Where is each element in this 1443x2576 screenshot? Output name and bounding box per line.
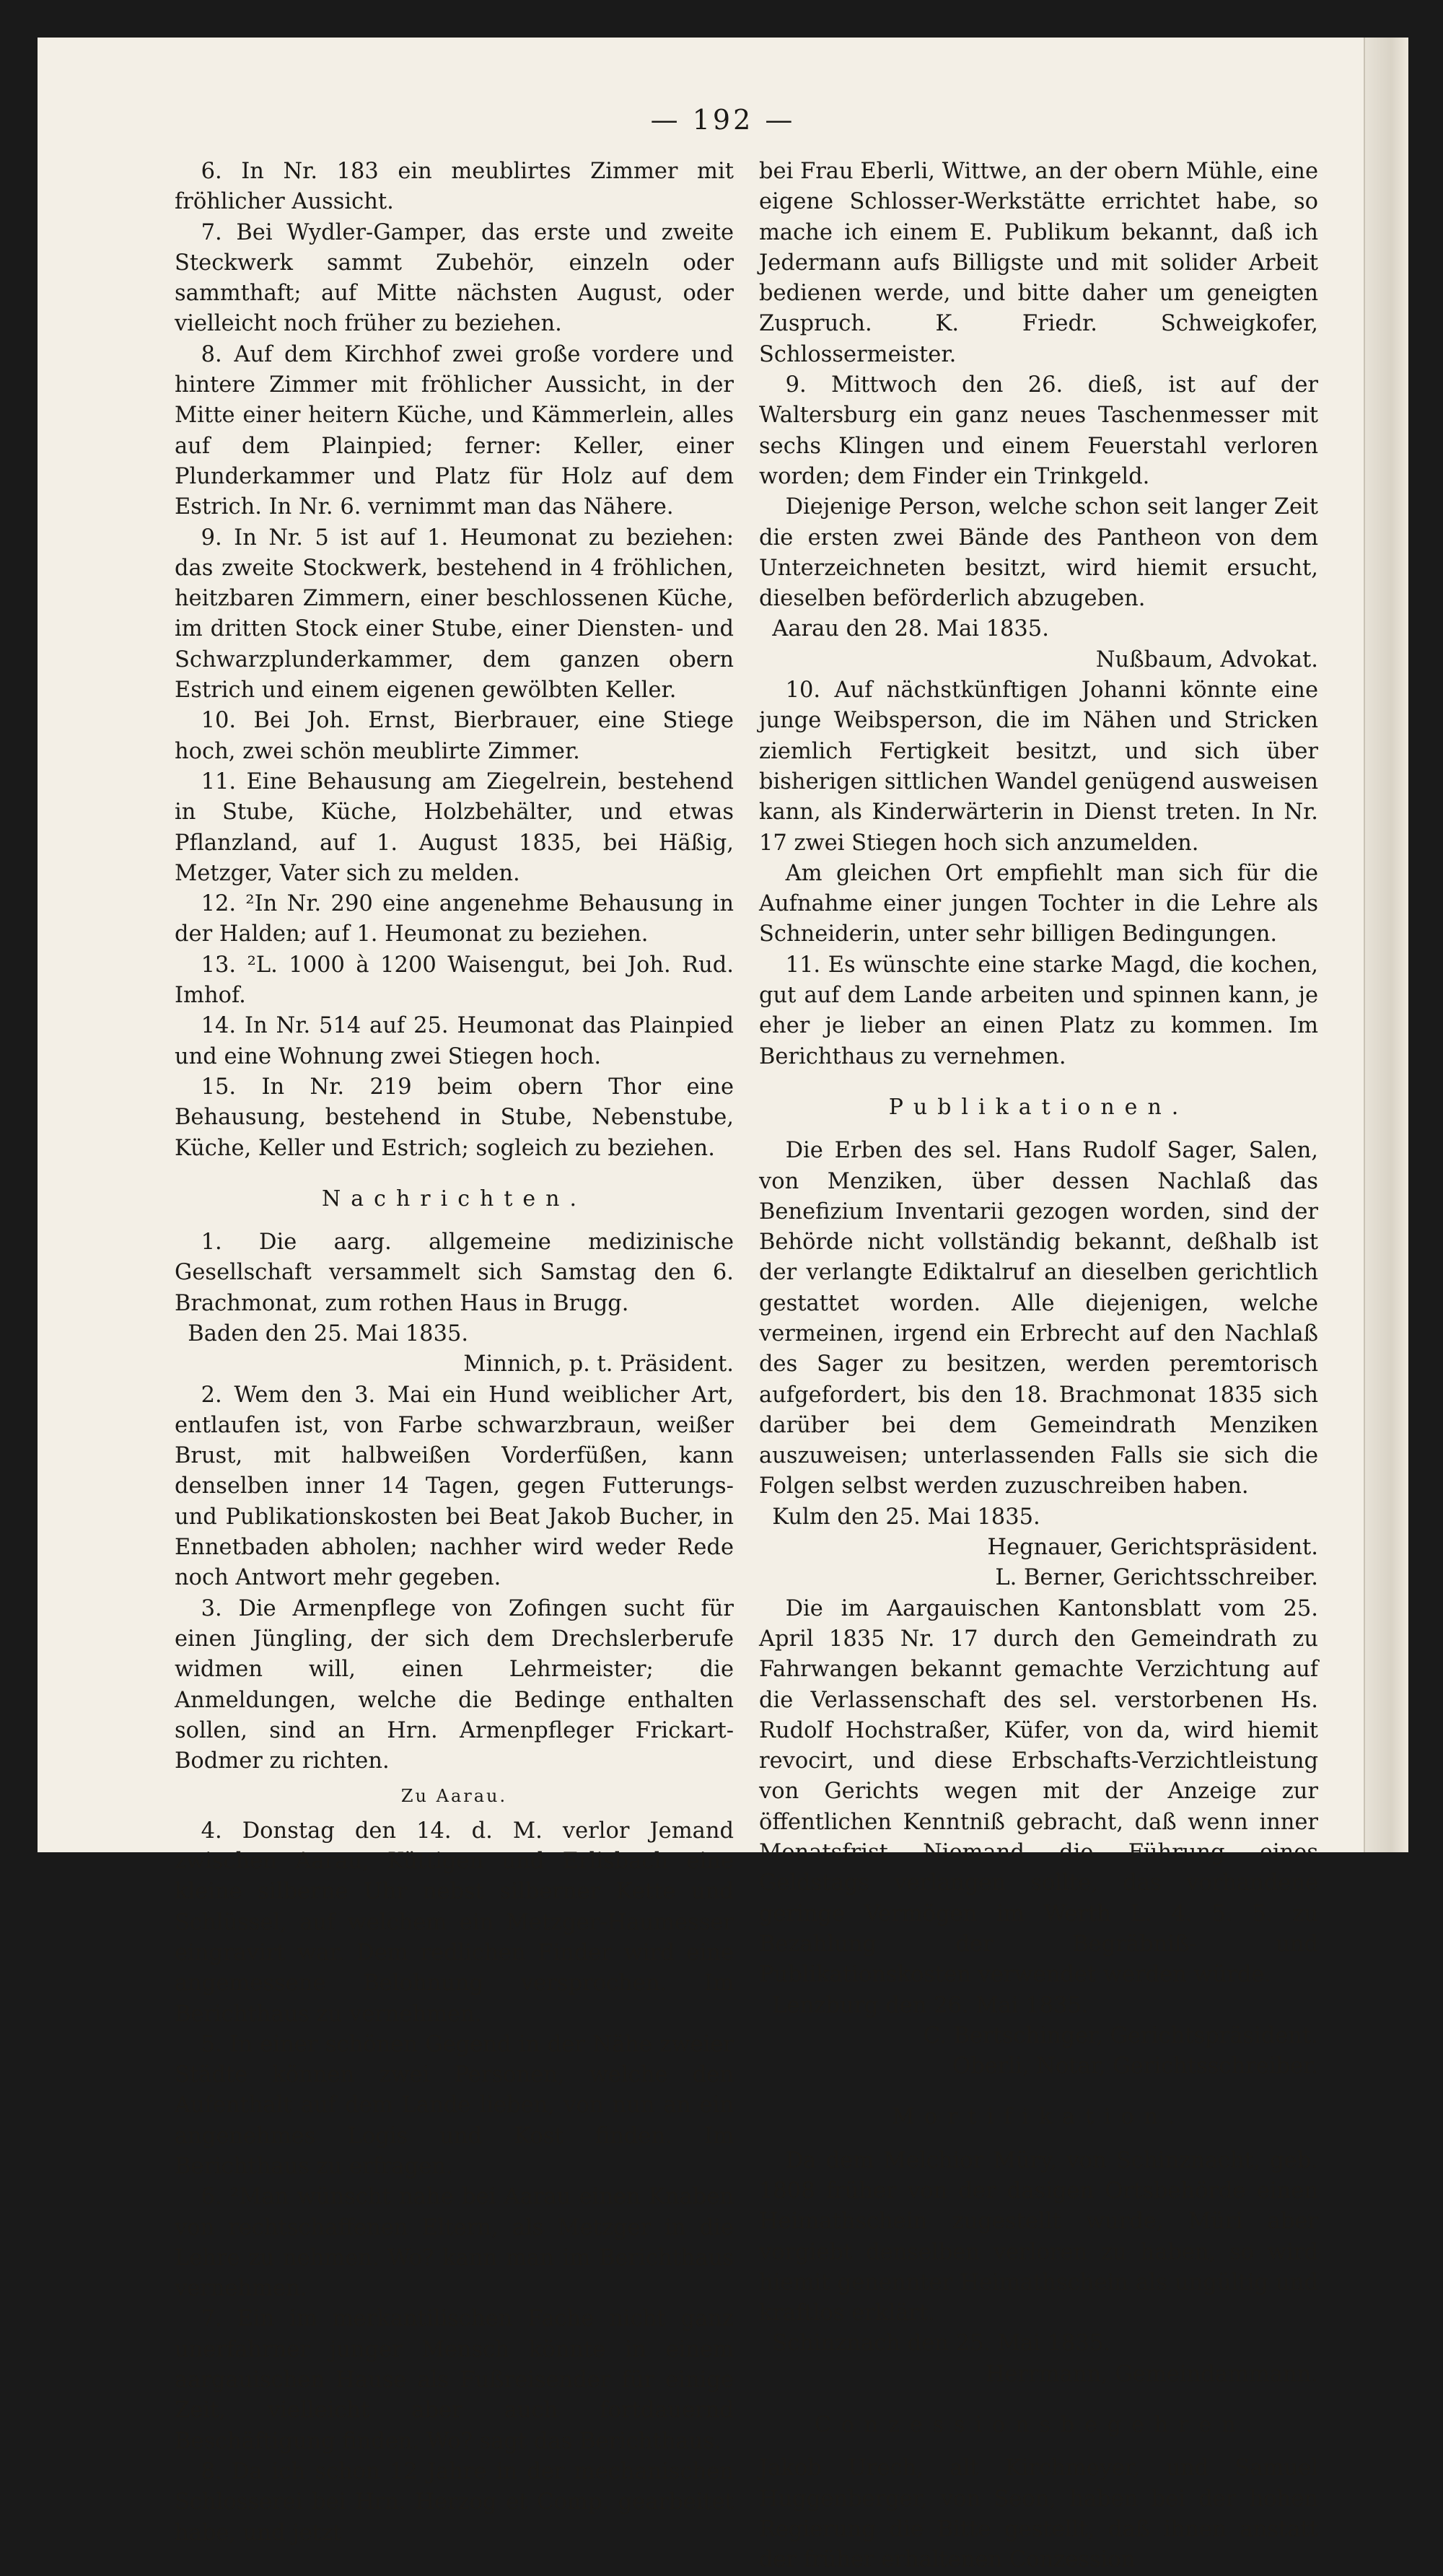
notice-5: 5. In einer schönen Gegend in der Nähe zweier Städte können zwei Personen, welche den Aufenthalt auf dem Lande lieben, von nun an ein angenehmes Logis und Kost finden. Im Berichthaus zu erfragen. <box>175 2031 734 2179</box>
listing-10: 10. Bei Joh. Ernst, Bierbrauer, eine Stiege hoch, zwei schön meublirte Zimmer. <box>175 708 734 764</box>
listing-15: 15. In Nr. 219 beim obern Thor eine Behausung, bestehend in Stube, Nebenstube, Küche, Keller und Estrich; sogleich zu beziehen. <box>175 1074 734 1161</box>
notice-6: 6. ²Man wünscht nahe bei Aarau einen Knaben von rechtschaffenen Eltern, als Metzger in die Lehre zu nehmen. Wo? kann man im Berichthaus vernehmen. <box>175 2184 734 2302</box>
notice-10b: Am gleichen Ort empfiehlt man sich für die Aufnahme einer jungen Tochter in die Lehre als Schneiderin, unter sehr billigen Bedingungen. <box>759 860 1318 947</box>
notice-11: 11. Es wünschte eine starke Magd, die kochen, gut auf dem Lande arbeiten und spinnen kann, je eher je lieber an einen Platz zu kommen. Im Berichthaus zu vernehmen. <box>759 952 1318 1069</box>
notice-1-signature: Minnich, p. t. Präsident. <box>463 1351 734 1377</box>
mortification-signature: Herrmann, Gemeindammann. <box>985 2361 1318 2387</box>
notice-3: 3. Die Armenpflege von Zofingen sucht für einen Jüngling, der sich dem Drechslerberufe widmen will, einen Lehrmeister; die Anmeldungen, welche die Bedinge enthalten sollen, sind an Hrn. Armenpfleger Frickart-Bodmer zu richten. <box>175 1595 734 1774</box>
listing-9: 9. In Nr. 5 ist auf 1. Heumonat zu beziehen: das zweite Stockwerk, bestehend in 4 fröhlichen, heitzbaren Zimmern, einer beschlossenen Küche, im dritten Stock einer Stube, einer Diensten- und Schwarzplunderkammer, dem ganzen obern Estrich und einem eigenen gewölbten Keller. <box>175 525 734 704</box>
newspaper-page <box>38 38 1408 2573</box>
publication-1: Die Erben des sel. Hans Rudolf Sager, Salen, von Menziken, über dessen Nachlaß das Benefizium Inventarii gezogen worden, sind der Behörde nicht vollständig bekannt, deßhalb ist der verlangte Ediktalruf an dieselben gerichtlich gestattet worden. Alle diejenigen, welche vermeinen, irgend ein Erbrecht auf den Nachlaß des Sager zu besitzen, werden peremtorisch aufgefordert, bis den 18. Brachmonat 1835 sich darüber bei dem Gemeindrath Menziken auszuweisen; unterlassenden Falls sie sich die Folgen selbst werden zuzuschreiben haben. <box>759 1138 1318 1499</box>
page-spine-edge <box>1364 38 1408 1852</box>
notice-1-date: Baden den 25. Mai 1835. <box>188 1320 469 1346</box>
listing-14: 14. In Nr. 514 auf 25. Heumonat das Plainpied und eine Wohnung zwei Stiegen hoch. <box>175 1013 734 1069</box>
notice-9b-signature: Nußbaum, Advokat. <box>1095 647 1318 673</box>
notice-9b: Diejenige Person, welche schon seit langer Zeit die ersten zwei Bände des Pantheon von dem Unterzeichneten besitzt, wird hiemit ersucht, dieselben beförderlich abzugeben. <box>759 494 1318 612</box>
notice-8-continued: bei Frau Eberli, Wittwe, an der obern Mühle, eine eigene Schlosser-Werkstätte errichtet habe, so mache ich einem E. Publikum bekannt, daß ich Jedermann aufs Billigste und mit solider Arbeit bedienen werde, und bitte daher um geneigten Zuspruch. K. Friedr. Schweigkofer, Schlossermeister. <box>759 159 1318 367</box>
section-heading-publikationen: Publikationen. <box>888 1094 1189 1120</box>
mortification-text: Da dem Melchior Müry, von Schinznacht, geb. 1808 früher von der dasigen Ortsbehörde einen Heimathschein zugestellt wurde, Müri aber vorgiebt denselben verloren zu haben, so wird hiemit genennter Heimathschein als ungültig und kraftlos erklärt. <box>759 2147 1318 2326</box>
listing-12: 12. ²In Nr. 290 eine angenehme Behausung in der Halden; auf 1. Heumonat zu beziehen. <box>175 891 734 947</box>
publication-2: Die im Aargauischen Kantonsblatt vom 25. April 1835 Nr. 17 durch den Gemeindrath zu Fahrwangen bekannt gemachte Verzichtung auf die Verlassenschaft des sel. verstorbenen Hs. Rudolf Hochstraßer, Küfer, von da, wird hiemit revocirt, und diese Erbschafts-Verzichtleistung von Gerichts wegen mit der Anzeige zur öffentlichen Kenntniß gebracht, daß wenn inner Monatsfrist Niemand die Führung eines Geldstags verlangen sollte, das vorhandene geringe Vermögen im Werth L. 4. 5. 5. zu Bezahlung der Begräbniß- und Publikationskosten verwendet werden würde. <box>759 1595 1318 1988</box>
listing-6: 6. In Nr. 183 ein meublirtes Zimmer mit fröhlicher Aussicht. <box>175 159 734 215</box>
subheading-zu-aarau: Zu Aarau. <box>400 1786 508 1807</box>
publication-1-date: Kulm den 25. Mai 1835. <box>772 1504 1040 1530</box>
listing-7: 7. Bei Wydler-Gamper, das erste und zweite Steckwerk sammt Zubehör, einzeln oder sammthaft; auf Mitte nächsten August, oder vielleicht noch früher zu beziehen. <box>175 219 734 337</box>
publication-2-signature-1: C. Bertschinger, Gerichtspräsident. <box>923 2023 1318 2049</box>
right-column <box>759 157 1318 2576</box>
notice-8: 8. Da ich schon 12 Jahre in der mechanischen Schlosserei bei Hrn. Herzog et Comp. gearbeitet habe, und jetzt <box>175 2458 734 2546</box>
publication-2-signature-2: Oberli, Notar, Gerichtsschreiber. <box>952 2054 1318 2080</box>
mortification-date: Schinznach den 25. Mai 1835. <box>772 2331 1110 2357</box>
page-number: — 192 — <box>650 104 796 136</box>
publication-1-signature-1: Hegnauer, Gerichtspräsident. <box>987 1535 1318 1561</box>
listing-13: 13. ²L. 1000 à 1200 Waisengut, bei Joh. Rud. Imhof. <box>175 952 734 1009</box>
left-column <box>175 157 734 2549</box>
publication-2-date: Lenzburg den 26. Mai 1835. <box>772 1992 1089 2018</box>
listing-11: 11. Eine Behausung am Ziegelrein, bestehend in Stube, Küche, Holzbehälter, und etwas Pflanzland, auf 1. August 1835, bei Häßig, Metzger, Vater sich zu melden. <box>175 768 734 886</box>
section-heading-mortifikation: Mortifikation. <box>892 2104 1185 2130</box>
listing-8: 8. Auf dem Kirchhof zwei große vordere und hintere Zimmer mit fröhlicher Aussicht, in der Mitte einer heitern Küche, und Kämmerlein, alles auf dem Plainpied; ferner: Keller, einer Plunderkammer und Platz für Holz auf dem Estrich. In Nr. 6. vernimmt man das Nähere. <box>175 341 734 520</box>
concession-text: Jakob Urech, alt Kirchmeyer, und Samuel Huggenberger, von Seon, haben bei der hohen Regierung die Bitte gestellt, daß ihnen anstatt der früher erhaltenen Conzession <box>759 2455 1318 2573</box>
publication-1-signature-2: L. Berner, Gerichtsschreiber. <box>995 1565 1318 1591</box>
notice-9: 9. Mittwoch den 26. dieß, ist auf der Waltersburg ein ganz neues Taschenmesser mit sechs Klingen und einem Feuerstahl verloren worden; dem Finder ein Trinkgeld. <box>759 372 1318 489</box>
notice-10: 10. Auf nächstkünftigen Johanni könnte eine junge Weibsperson, die im Nähen und Stricken ziemlich Fertigkeit besitzt, und sich über bisherigen sittlichen Wandel genügend ausweisen kann, als Kinderwärterin in Dienst treten. In Nr. 17 zwei Stiegen hoch sich anzumelden. <box>759 678 1318 856</box>
notice-4: 4. Donstag den 14. d. M. verlor Jemand zwischen Aarau, Küttigen und Erlisbach eine kleine silberne Uhr nebst silberner Kette und Schlüssel, auf welchem ein Metzger-Haumesser eingravirt war. Dem redlichen Finder wird eine angemessene Belohnung versprochen. Im Berichthaus zu vernehmen. <box>175 1818 734 2027</box>
notice-9b-date: Aarau den 28. Mai 1835. <box>772 616 1049 642</box>
notice-7: 7. Ein im merkantilischen Fache nicht ganz unerfahrner junger Mensch könnte in einem aargauischen Hause als Fußreisender für einige Zeit, vielleicht aber auch fortdauernd Beschäftigung finden. Wo? sagt das Berichthaus. <box>175 2306 734 2454</box>
section-heading-nachrichten: Nachrichten. <box>322 1186 587 1212</box>
notice-1: 1. Die aarg. allgemeine medizinische Gesellschaft versammelt sich Samstag den 6. Brachmonat, zum rothen Haus in Brugg. <box>175 1230 734 1316</box>
notice-2: 2. Wem den 3. Mai ein Hund weiblicher Art, entlaufen ist, von Farbe schwarzbraun, weißer Brust, mit halbweißen Vorderfüßen, kann denselben inner 14 Tagen, gegen Futterungs- und Publikationskosten bei Beat Jakob Bucher, in Ennetbaden abholen; nachher wird weder Rede noch Antwort mehr gegeben. <box>175 1382 734 1591</box>
section-heading-konzessionsbegehren: Conzessionsbegehren. <box>814 2412 1263 2438</box>
